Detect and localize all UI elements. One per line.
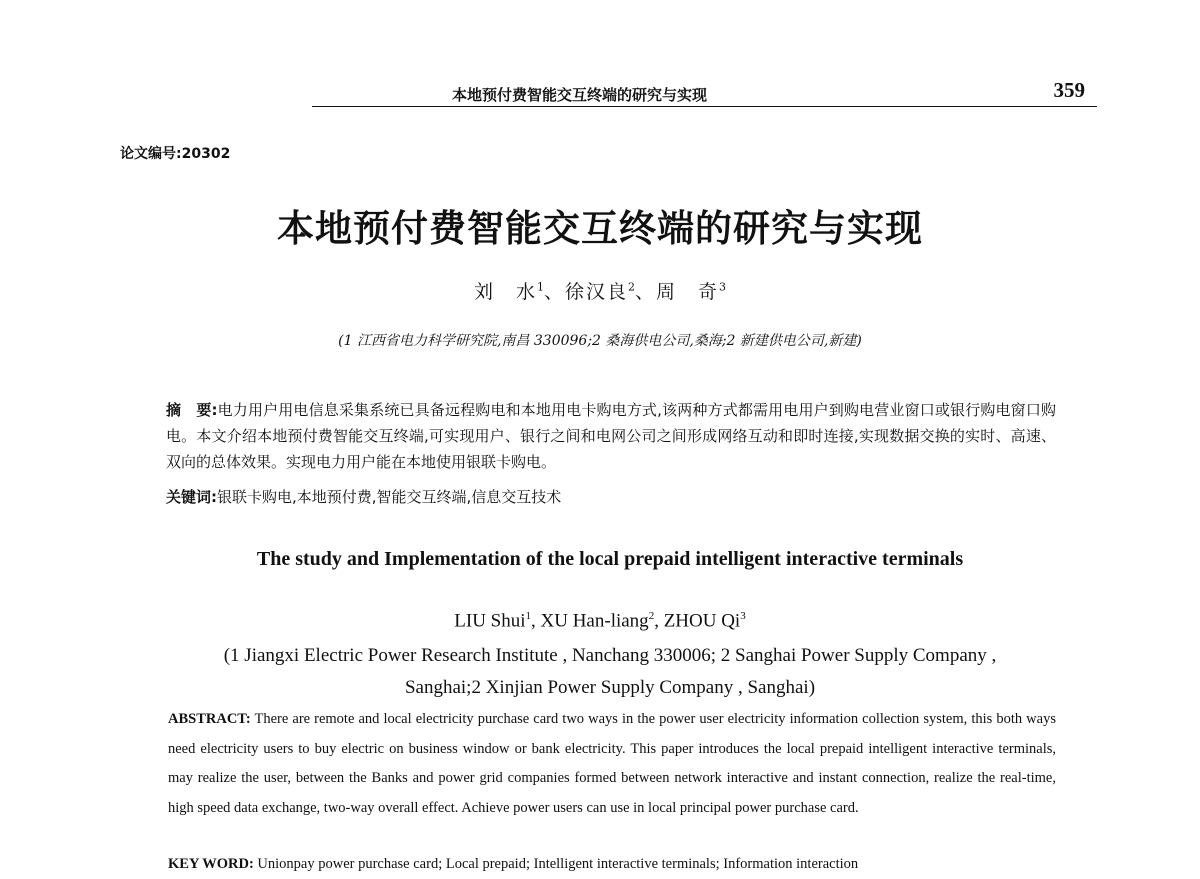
english-affiliation-line: Sanghai;2 Xinjian Power Supply Company , Sanghai)	[404, 677, 816, 698]
author-name: XU Han-liang	[540, 610, 649, 632]
chinese-abstract	[166, 397, 1056, 475]
author-separator: ,	[654, 610, 664, 632]
author-affiliation-mark: 1	[525, 610, 532, 622]
english-abstract	[168, 705, 1056, 823]
chinese-authors	[0, 277, 1200, 304]
author-affiliation-mark: 2	[628, 280, 635, 294]
author-affiliation-mark: 2	[648, 610, 655, 622]
page-number: 359	[1053, 78, 1085, 102]
author-name: ZHOU Qi	[663, 610, 741, 632]
chinese-title: 本地预付费智能交互终端的研究与实现	[277, 207, 923, 250]
author-affiliation-mark: 1	[536, 280, 544, 294]
author-name: 刘 水	[473, 281, 537, 303]
chinese-keywords	[166, 484, 1056, 510]
paper-id: 论文编号:20302	[120, 146, 231, 162]
english-keywords-label: KEY WORD:	[168, 856, 254, 872]
author-affiliation-mark: 3	[740, 610, 746, 622]
running-header	[312, 78, 1097, 107]
english-title: The study and Implementation of the local prepaid intelligent interactive terminals	[256, 548, 964, 570]
author-affiliation-mark: 3	[719, 280, 727, 294]
author-name: 徐汉良	[564, 281, 628, 303]
chinese-abstract-label: 摘 要:	[166, 401, 218, 419]
author-separator: 、	[635, 281, 657, 303]
english-affiliation	[150, 640, 1070, 704]
author-name: LIU Shui	[454, 610, 526, 632]
author-separator: 、	[543, 281, 565, 303]
english-abstract-label: ABSTRACT:	[168, 711, 251, 727]
english-abstract-text: There are remote and local electricity purchase card two ways in the power user electricity information collection system, this both ways need electricity users to buy electric on business window or bank electricity. This paper introduces the local prepaid intelligent interactive terminals, may realize the user, between the Banks and power grid companies formed between network interactive and instant connection, realize the real-time, high speed data exchange, two-way overall effect. Achieve power users can use in local principal power purchase card.	[168, 711, 1056, 816]
chinese-affiliation: (1 江西省电力科学研究院,南昌 330096;2 桑海供电公司,桑海;2 新建供电公司,新建)	[338, 333, 862, 349]
english-keywords-text: Unionpay power purchase card; Local prepaid; Intelligent interactive terminals; Information interaction	[257, 856, 859, 872]
english-authors	[0, 610, 1200, 632]
author-name: 周 奇	[656, 281, 720, 303]
chinese-keywords-text: 银联卡购电,本地预付费,智能交互终端,信息交互技术	[217, 488, 562, 506]
chinese-abstract-text: 电力用户用电信息采集系统已具备远程购电和本地用电卡购电方式,该两种方式都需用电用户到购电营业窗口或银行购电窗口购电。本文介绍本地预付费智能交互终端,可实现用户、银行之间和电网公司之间形成网络互动和即时连接,实现数据交换的实时、高速、双向的总体效果。实现电力用户能在本地使用银联卡购电。	[166, 401, 1056, 471]
running-title: 本地预付费智能交互终端的研究与实现	[452, 86, 708, 104]
english-affiliation-line: (1 Jiangxi Electric Power Research Institute , Nanchang 330006; 2 Sanghai Power Supply Company ,	[223, 645, 997, 666]
chinese-keywords-label: 关键词:	[166, 488, 217, 506]
author-separator: ,	[531, 610, 541, 632]
